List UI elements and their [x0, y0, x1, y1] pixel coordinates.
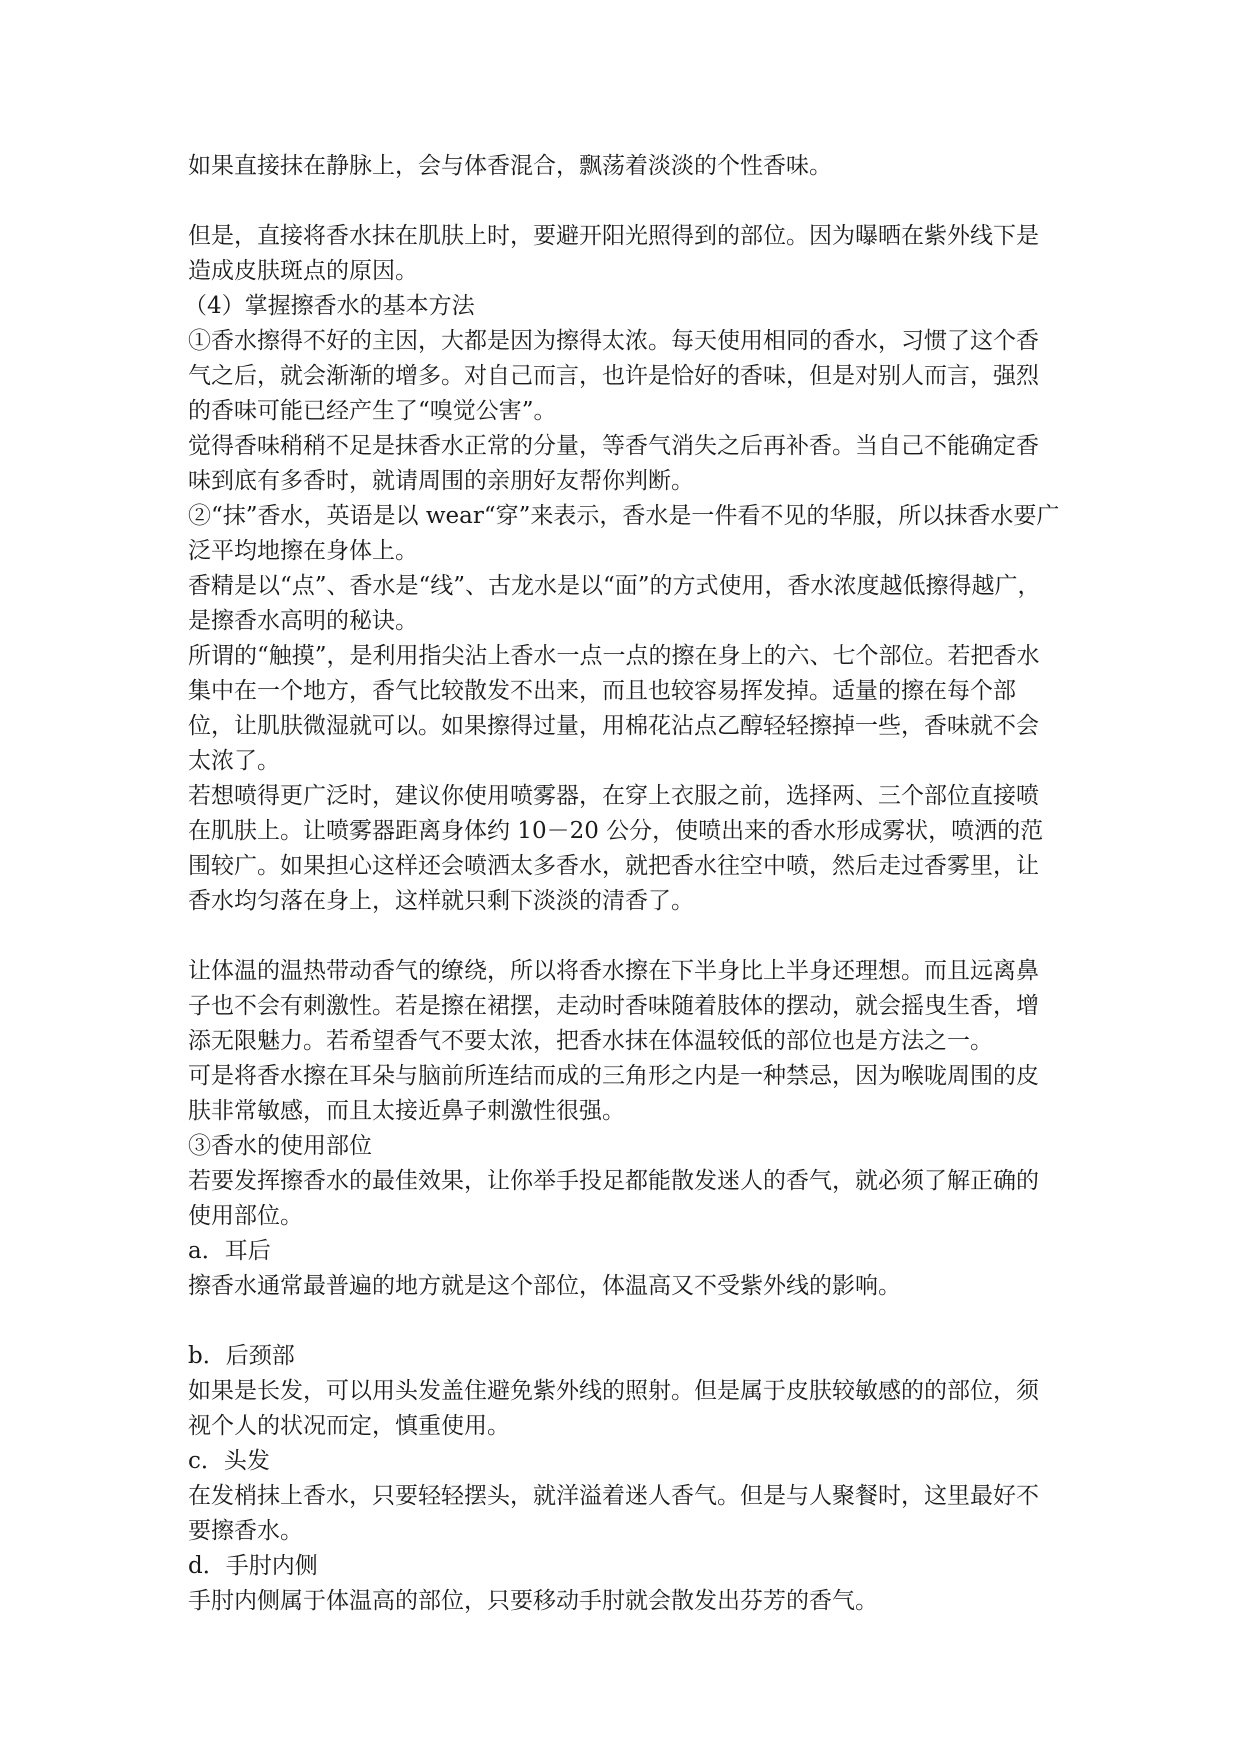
- paragraph-touch: 所谓的“触摸”，是利用指尖沾上香水一点一点的擦在身上的六、七个部位。若把香水集中在一个地方，香气比较散发不出来，而且也较容易挥发掉。适量的擦在每个部位，让肌肤微湿就可以。如果擦得过量，用棉花沾点乙醇轻轻擦掉一些，香味就不会太浓了。: [188, 643, 1040, 774]
- section-heading-usage-areas: ③香水的使用部位: [188, 1133, 372, 1159]
- item-text-hair: 在发梢抹上香水，只要轻轻摆头，就洋溢着迷人香气。但是与人聚餐时，这里最好不要擦香水。: [188, 1483, 1039, 1544]
- paragraph-taboo: 可是将香水擦在耳朵与脑前所连结而成的三角形之内是一种禁忌，因为喉咙周围的皮肤非常敏感，而且太接近鼻子刺激性很强。: [188, 1063, 1039, 1124]
- item-text-inner-elbow: 手肘内侧属于体温高的部位，只要移动手肘就会散发出芬芳的香气。: [188, 1588, 878, 1614]
- paragraph-avoid-sunlight: 但是，直接将香水抹在肌肤上时，要避开阳光照得到的部位。因为曝晒在紫外线下是造成皮肤斑点的原因。: [188, 223, 1039, 284]
- item-heading-inner-elbow: d．手肘内侧: [188, 1553, 318, 1579]
- paragraph-vein: 如果直接抹在静脉上，会与体香混合，飘荡着淡淡的个性香味。: [188, 153, 832, 179]
- paragraph-spray: 若想喷得更广泛时，建议你使用喷雾器，在穿上衣服之前，选择两、三个部位直接喷在肌肤上。让喷雾器距离身体约 10－20 公分，使喷出来的香水形成雾状，喷洒的范围较广。如果担心这样还会喷洒太多香水，就把香水往空中喷，然后走过香雾里，让香水均匀落在身上，这样就只剩下淡淡的清香了。: [188, 783, 1044, 914]
- section-heading-basic-method: （4）掌握擦香水的基本方法: [184, 293, 475, 319]
- item-heading-behind-ears: a．耳后: [188, 1238, 271, 1264]
- paragraph-body-warmth: 让体温的温热带动香气的缭绕，所以将香水擦在下半身比上半身还理想。而且远离鼻子也不会有刺激性。若是擦在裙摆，走动时香味随着肢体的摆动，就会摇曳生香，增添无限魅力。若希望香气不要太浓，把香水抹在体温较低的部位也是方法之一。: [188, 958, 1039, 1054]
- document-body: [184, 149, 1060, 1619]
- paragraph-too-strong: ①香水擦得不好的主因，大都是因为擦得太浓。每天使用相同的香水，习惯了这个香气之后，就会渐渐的增多。对自己而言，也许是恰好的香味，但是对别人而言，强烈的香味可能已经产生了“嗅觉公害”。: [188, 328, 1039, 424]
- item-text-nape: 如果是长发，可以用头发盖住避免紫外线的照射。但是属于皮肤较敏感的的部位，须视个人的状况而定，慎重使用。: [188, 1378, 1039, 1439]
- item-heading-nape: b．后颈部: [188, 1343, 295, 1369]
- paragraph-right-amount: 觉得香味稍稍不足是抹香水正常的分量，等香气消失之后再补香。当自己不能确定香味到底有多香时，就请周围的亲朋好友帮你判断。: [188, 433, 1039, 494]
- paragraph-wear: ②“抹”香水，英语是以 wear“穿”来表示，香水是一件看不见的华服，所以抹香水要广泛平均地擦在身体上。: [188, 503, 1060, 564]
- paragraph-concentration: 香精是以“点”、香水是“线”、古龙水是以“面”的方式使用，香水浓度越低擦得越广，是擦香水高明的秘诀。: [188, 573, 1041, 634]
- item-text-behind-ears: 擦香水通常最普遍的地方就是这个部位，体温高又不受紫外线的影响。: [188, 1273, 901, 1299]
- paragraph-usage-intro: 若要发挥擦香水的最佳效果，让你举手投足都能散发迷人的香气，就必须了解正确的使用部位。: [188, 1168, 1039, 1229]
- item-heading-hair: c．头发: [188, 1448, 270, 1474]
